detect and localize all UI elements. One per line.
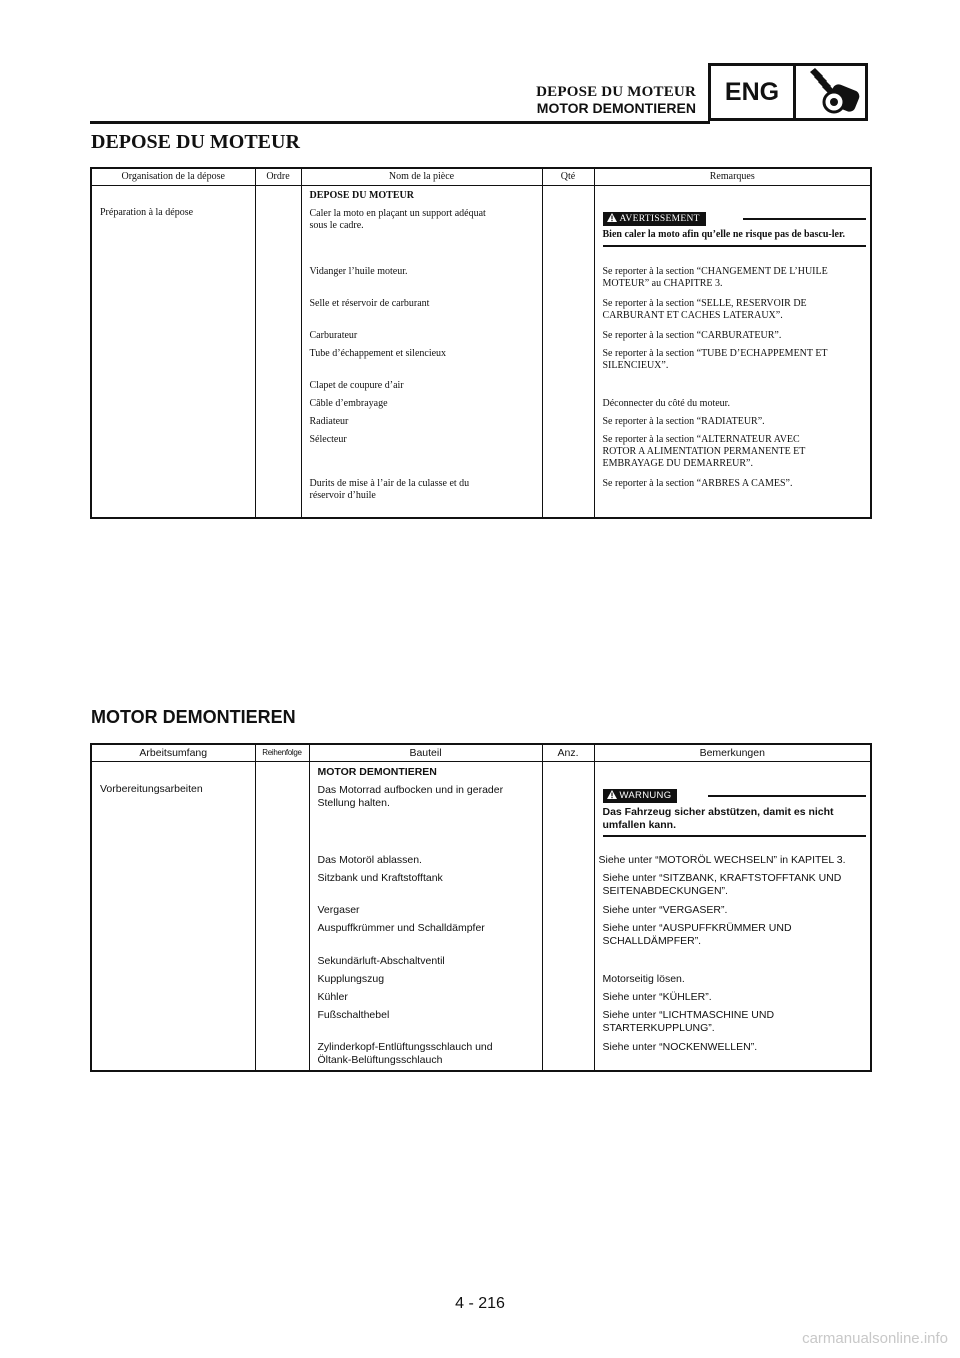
part-item: Sélecteur [309, 434, 347, 445]
part-item: Das Motorrad aufbocken und in gerader Stellung halten. [317, 784, 504, 809]
part-item: Sekundärluft-Abschaltventil [317, 955, 445, 967]
section-badge [708, 63, 868, 121]
column-header-order: Reihenfolge [255, 744, 309, 762]
column-header-scope: Arbeitsumfang [91, 744, 255, 762]
part-item: Fußschalthebel [317, 1009, 390, 1021]
remark-item: Déconnecter du côté du moteur. [602, 398, 730, 409]
column-header-remarks: Bemerkungen [594, 744, 871, 762]
remark-item: Siehe unter “KÜHLER”. [602, 991, 712, 1003]
warning-label: AVERTISSEMENT [619, 214, 700, 224]
part-item: Selle et réservoir de carburant [309, 298, 430, 309]
header-rule [90, 121, 710, 124]
watermark-text: carmanualsonline.info [802, 1330, 948, 1347]
part-item: Vergaser [317, 904, 360, 916]
remark-item: Siehe unter “LICHTMASCHINE UND STARTERKUPPLUNG”. [602, 1009, 775, 1034]
header-title-fr: DEPOSE DU MOTEUR [536, 84, 696, 100]
part-item: Das Motoröl ablassen. [317, 854, 422, 866]
parts-heading: DEPOSE DU MOTEUR [309, 190, 414, 201]
page-number: 4 - 216 [455, 1295, 505, 1312]
remark-item: Se reporter à la section “CHANGEMENT DE L’HUILE MOTEUR” au CHAPITRE 3. [602, 266, 828, 289]
remark-item: Se reporter à la section “CARBURATEUR”. [602, 330, 782, 341]
warning-text: Bien caler la moto afin qu’elle ne risque pas de bascu-ler. [602, 229, 845, 240]
header-title-de: MOTOR DEMONTIEREN [536, 100, 696, 116]
part-item: Carburateur [309, 330, 358, 341]
column-header-remarks: Remarques [594, 168, 871, 186]
part-item: Auspuffkrümmer und Schalldämpfer [317, 922, 485, 934]
remark-item [603, 955, 867, 973]
warning-triangle-icon [607, 213, 617, 222]
parts-cell [309, 762, 542, 1072]
engine-wrench-icon [796, 66, 865, 118]
warning-bottom-rule [603, 835, 867, 837]
part-item: Vidanger l’huile moteur. [309, 266, 408, 277]
remark-item [603, 380, 867, 398]
part-item: Caler la moto en plaçant un support adéquat sous le cadre. [309, 208, 486, 231]
order-cell [255, 186, 301, 519]
remark-item: Se reporter à la section “RADIATEUR”. [602, 416, 765, 427]
remark-item: Siehe unter “VERGASER”. [602, 904, 728, 916]
section-title-fr: DEPOSE DU MOTEUR [91, 131, 300, 153]
warning-triangle-icon [607, 790, 617, 799]
remark-item: Siehe unter “AUSPUFFKRÜMMER UND SCHALLDÄMPFER”. [602, 922, 792, 947]
remarks-cell [594, 186, 871, 519]
preparation-cell [91, 186, 255, 519]
table-body-row [91, 186, 871, 519]
parts-heading: MOTOR DEMONTIEREN [317, 766, 437, 778]
part-item: Kühler [317, 991, 348, 1003]
remarks-cell [594, 762, 871, 1072]
warning-badge [603, 789, 678, 803]
parts-cell [301, 186, 542, 519]
warning-block [603, 789, 867, 837]
remark-item: Se reporter à la section “TUBE D’ECHAPPEMENT ET SILENCIEUX”. [602, 348, 828, 371]
part-item: Kupplungszug [317, 973, 385, 985]
remark-item: Siehe unter “NOCKENWELLEN”. [602, 1041, 758, 1053]
warning-bottom-rule [603, 245, 867, 247]
part-item: Durits de mise à l’air de la culasse et du réservoir d’huile [309, 478, 470, 501]
removal-table-fr [90, 167, 872, 519]
warning-block [603, 212, 867, 247]
preparation-label: Préparation à la dépose [100, 207, 194, 218]
preparation-cell [91, 762, 255, 1072]
remark-item: Se reporter à la section “SELLE, RESERVOIR DE CARBURANT ET CACHES LATERAUX”. [602, 298, 807, 321]
qty-cell [542, 762, 594, 1072]
column-header-organisation: Organisation de la dépose [91, 168, 255, 186]
removal-table-de [90, 743, 872, 1072]
part-item: Sitzbank und Kraftstofftank [317, 872, 443, 884]
remark-item: Se reporter à la section “ALTERNATEUR AVEC ROTOR A ALIMENTATION PERMANENTE ET EMBRAYAGE DU DEMARREUR”. [602, 434, 806, 469]
remark-item: Se reporter à la section “ARBRES A CAMES”. [602, 478, 793, 489]
column-header-part: Bauteil [309, 744, 542, 762]
warning-text: Das Fahrzeug sicher abstützen, damit es nicht umfallen kann. [602, 806, 834, 831]
part-item: Zylinderkopf-Entlüftungsschlauch und Öltank-Belüftungsschlauch [317, 1041, 493, 1066]
warning-rule [743, 218, 867, 220]
section-title-de: MOTOR DEMONTIEREN [91, 707, 296, 727]
warning-badge [603, 212, 706, 226]
remark-item: Siehe unter “SITZBANK, KRAFTSTOFFTANK UND SEITENABDECKUNGEN”. [602, 872, 842, 897]
column-header-qty: Anz. [542, 744, 594, 762]
column-header-order: Ordre [255, 168, 301, 186]
remark-item: Siehe unter “MOTORÖL WECHSELN” in KAPITEL 3. [598, 854, 846, 866]
header-titles [470, 84, 696, 116]
section-badge-label: ENG [711, 66, 796, 118]
order-cell [255, 762, 309, 1072]
table-header-row [91, 744, 871, 762]
part-item: Clapet de coupure d’air [309, 380, 404, 391]
qty-cell [542, 186, 594, 519]
part-item: Tube d’échappement et silencieux [309, 348, 447, 359]
warning-rule [708, 795, 867, 797]
column-header-qty: Qté [542, 168, 594, 186]
column-header-part-name: Nom de la pièce [301, 168, 542, 186]
table-header-row [91, 168, 871, 186]
table-body-row [91, 762, 871, 1072]
part-item: Radiateur [309, 416, 349, 427]
part-item: Câble d’embrayage [309, 398, 388, 409]
preparation-label: Vorbereitungsarbeiten [100, 783, 203, 795]
remark-item: Motorseitig lösen. [602, 973, 685, 985]
warning-label: WARNUNG [619, 790, 672, 801]
